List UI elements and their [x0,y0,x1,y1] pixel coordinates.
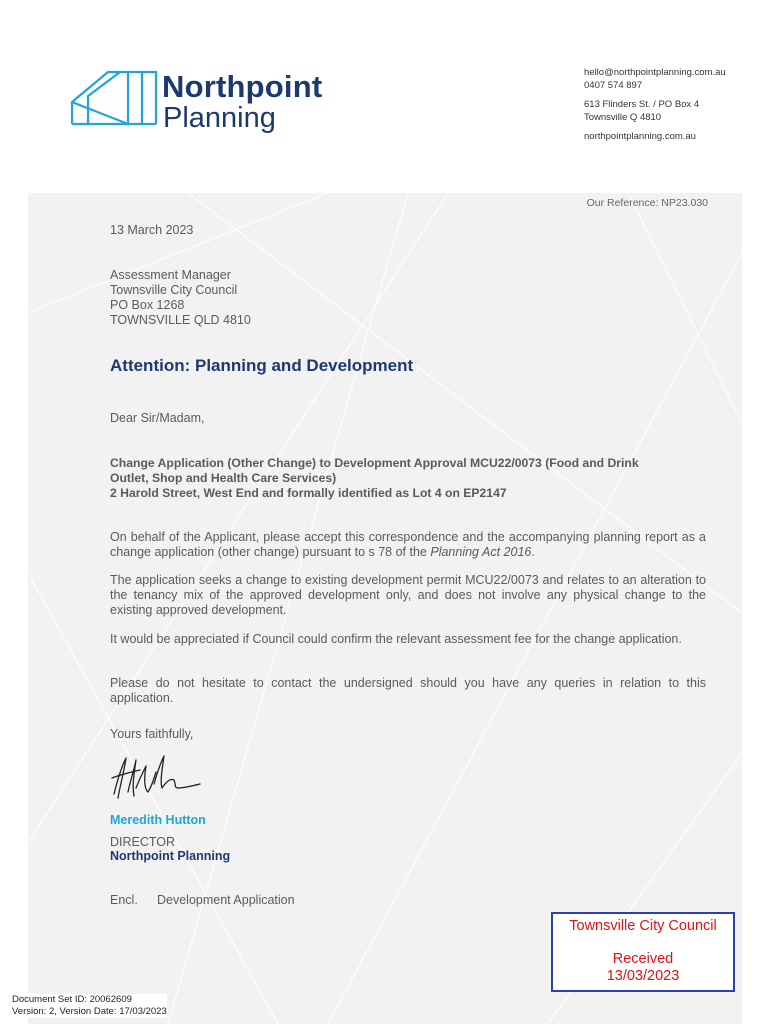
signer-name: Meredith Hutton [110,813,206,827]
brand-name-line2: Planning [163,102,276,134]
body-paragraph-1 [110,530,706,560]
letter-date: 13 March 2023 [110,223,194,237]
recipient-line: Assessment Manager [110,268,231,282]
enclosure [110,893,295,908]
recipient-line: Townsville City Council [110,283,238,297]
signer-role: DIRECTOR [110,835,176,849]
subject-heading [110,456,720,501]
recipient-address [110,268,251,328]
paragraph-text: On behalf of the Applicant, please accept this correspondence and the accompanying planning report as a change application (other change) pursuant to s 78 of the [110,530,706,559]
handwritten-signature [108,748,208,804]
contact-email[interactable]: hello@northpointplanning.com.au [584,67,726,78]
subject-line: 2 Harold Street, West End and formally identified as Lot 4 on EP2147 [110,486,507,500]
document-footer [12,994,167,1018]
stamp-council-name: Townsville City Council [569,918,717,934]
contact-address-line2: Townsville Q 4810 [584,112,662,123]
recipient-line: TOWNSVILLE QLD 4810 [110,313,251,327]
subject-line: Outlet, Shop and Health Care Services) [110,471,337,485]
paragraph-text: . [531,545,535,559]
closing: Yours faithfully, [110,727,194,741]
signer-company: Northpoint Planning [110,849,231,863]
contact-phone: 0407 574 897 [584,80,643,91]
contact-address-line1: 613 Flinders St. / PO Box 4 [584,99,700,110]
body-paragraph-4: Please do not hesitate to contact the undersigned should you have any queries in relation to this application. [110,676,706,705]
body-paragraph-3: It would be appreciated if Council could confirm the relevant assessment fee for the change application. [110,632,682,646]
received-stamp [551,912,735,992]
enclosure-label: Encl. [110,893,138,907]
document-set-id: Document Set ID: 20062609 [12,994,132,1005]
brand-name-line1: Northpoint [162,69,323,104]
stamp-date: 13/03/2023 [606,968,680,984]
stamp-received: Received [612,951,674,967]
contact-details [584,66,726,143]
body-paragraph-2: The application seeks a change to existing development permit MCU22/0073 and relates to an alteration to the tenancy mix of the approved development only, and does not involve any physical change to the existing approved development. [110,573,706,617]
document-version: Version: 2, Version Date: 17/03/2023 [12,1006,167,1017]
recipient-line: PO Box 1268 [110,298,185,312]
subject-line: Change Application (Other Change) to Development Approval MCU22/0073 (Food and Drink [110,456,639,470]
signature-icon [108,748,208,804]
enclosure-item: Development Application [157,893,295,907]
northpoint-logo-mark-icon [68,66,163,138]
salutation: Dear Sir/Madam, [110,411,205,425]
attention-heading: Attention: Planning and Development [110,356,414,375]
our-reference: Our Reference: NP23.030 [586,197,708,209]
contact-website[interactable]: northpointplanning.com.au [584,131,696,142]
act-title: Planning Act 2016 [430,545,532,559]
